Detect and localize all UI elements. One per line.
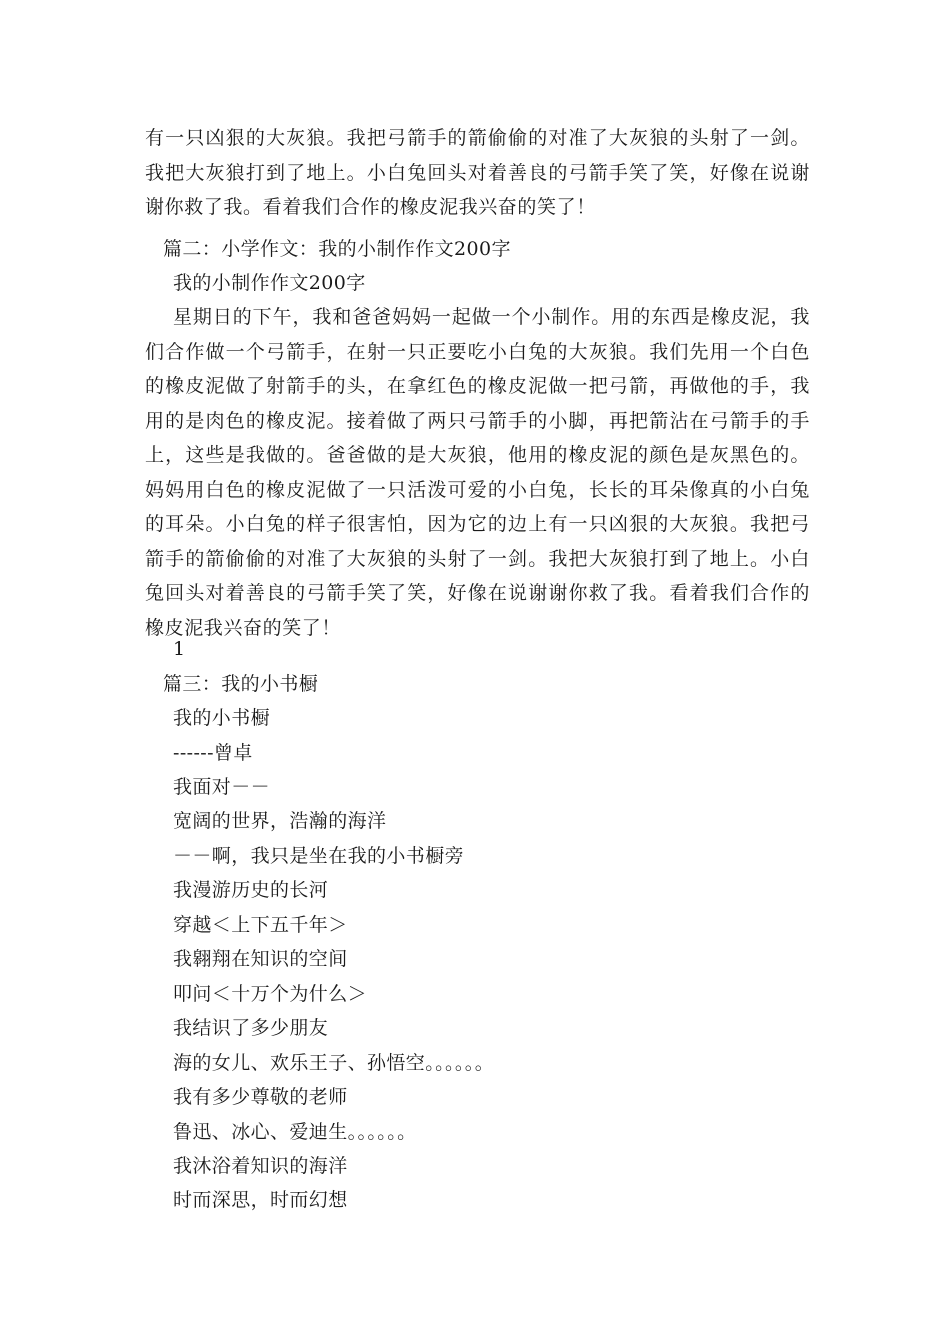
poem-line: 我结识了多少朋友 — [173, 1017, 329, 1039]
poem-line: 海的女儿、欢乐王子、孙悟空。。。。。。 — [173, 1052, 495, 1074]
poem-line: 时而深思，时而幻想 — [173, 1189, 348, 1211]
paragraph-continuation: 有一只凶狠的大灰狼。我把弓箭手的箭偷偷的对准了大灰狼的头射了一剑。我把大灰狼打到了地上。小白兔回头对着善良的弓箭手笑了笑，好像在说谢谢你救了我。看着我们合作的橡皮泥我兴奋的笑了！ — [145, 127, 810, 218]
page-number: 1 — [173, 638, 186, 660]
poem-line: 我面对－－ — [173, 776, 271, 798]
section-heading-2: 篇二：小学作文：我的小制作作文200字 — [163, 238, 511, 260]
section-heading-3: 篇三：我的小书橱 — [163, 673, 319, 695]
poem-line: 鲁迅、冰心、爱迪生。。。。。。 — [173, 1121, 417, 1143]
essay-body-2: 星期日的下午，我和爸爸妈妈一起做一个小制作。用的东西是橡皮泥，我们合作做一个弓箭手，在射一只正要吃小白兔的大灰狼。我们先用一个白色的橡皮泥做了射箭手的头，在拿红色的橡皮泥做一把弓箭，再做他的手，我用的是肉色的橡皮泥。接着做了两只弓箭手的小脚，再把箭沾在弓箭手的手上，这些是我做的。爸爸做的是大灰狼，他用的橡皮泥的颜色是灰黑色的。妈妈用白色的橡皮泥做了一只活泼可爱的小白兔，长长的耳朵像真的小白兔的耳朵。小白兔的样子很害怕，因为它的边上有一只凶狠的大灰狼。我把弓箭手的箭偷偷的对准了大灰狼的头射了一剑。我把大灰狼打到了地上。小白兔回头对着善良的弓箭手笑了笑，好像在说谢谢你救了我。看着我们合作的橡皮泥我兴奋的笑了！ — [145, 306, 810, 639]
poem-line: 我沐浴着知识的海洋 — [173, 1155, 348, 1177]
poem-line: ------曾卓 — [173, 742, 253, 764]
poem-line: －－啊，我只是坐在我的小书橱旁 — [173, 845, 465, 867]
poem-line: 我翱翔在知识的空间 — [173, 948, 348, 970]
poem-line: 我漫游历史的长河 — [173, 879, 329, 901]
poem-line: 穿越＜上下五千年＞ — [173, 914, 348, 936]
essay-title-2: 我的小制作作文200字 — [173, 272, 366, 294]
poem-line: 叩问＜十万个为什么＞ — [173, 983, 368, 1005]
poem-line: 宽阔的世界，浩瀚的海洋 — [173, 810, 387, 832]
poem-line: 我有多少尊敬的老师 — [173, 1086, 348, 1108]
poem-line: 我的小书橱 — [173, 707, 271, 729]
